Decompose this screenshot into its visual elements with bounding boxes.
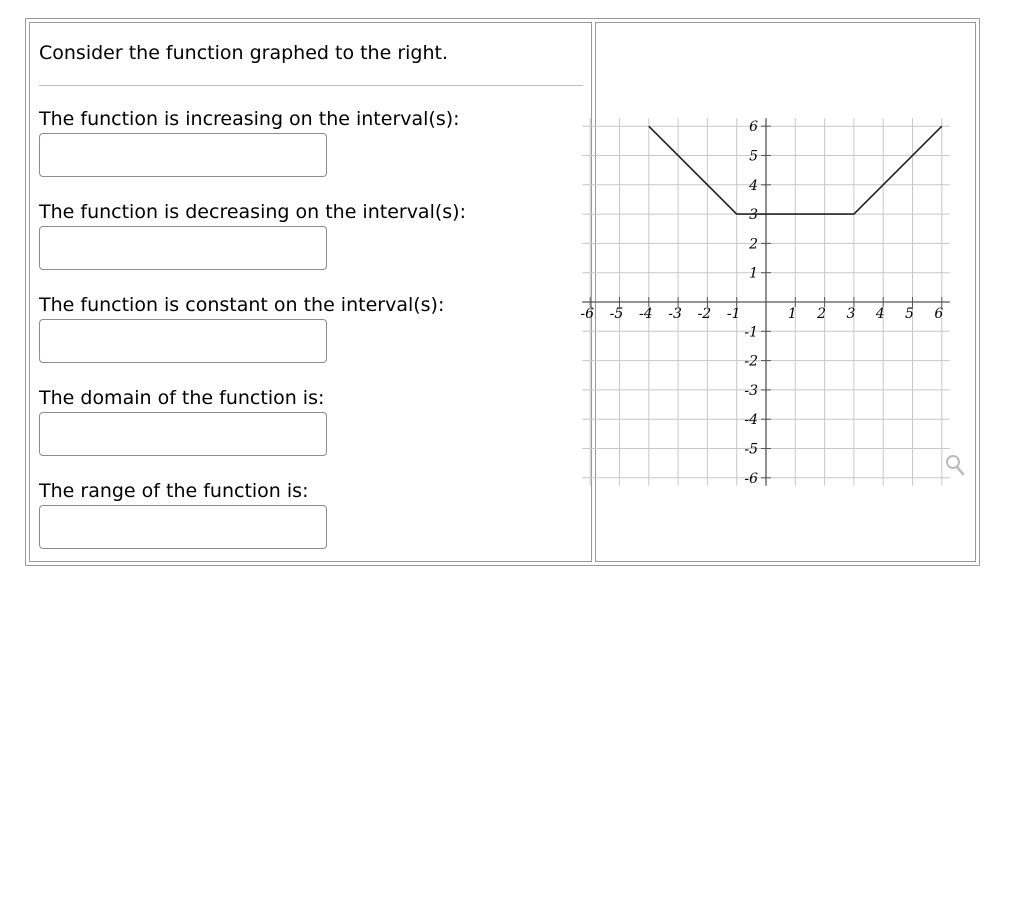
constant-input[interactable] xyxy=(39,319,327,363)
domain-input[interactable] xyxy=(39,412,327,456)
tick-labels xyxy=(580,119,943,487)
x-tick-label: 2 xyxy=(817,306,827,322)
divider xyxy=(39,85,583,86)
x-tick-label: 3 xyxy=(846,306,856,322)
x-tick-label: -6 xyxy=(580,306,595,322)
x-tick-label: 1 xyxy=(787,306,797,322)
graph-panel xyxy=(580,22,976,562)
y-tick-label: -2 xyxy=(744,353,758,370)
y-tick-label: -3 xyxy=(744,382,758,399)
x-tick-label: 6 xyxy=(934,306,944,322)
magnifier-icon[interactable] xyxy=(947,456,963,474)
problem-frame xyxy=(25,18,980,566)
x-tick-label: -4 xyxy=(638,306,653,322)
y-tick-label: 3 xyxy=(749,207,758,224)
x-tick-label: 4 xyxy=(875,306,885,322)
y-tick-label: -4 xyxy=(744,412,758,429)
domain-label: The domain of the function is: xyxy=(39,387,325,409)
increasing-input[interactable] xyxy=(39,133,327,177)
decreasing-label: The function is decreasing on the interval(s): xyxy=(39,201,466,223)
range-label: The range of the function is: xyxy=(39,480,309,502)
y-tick-label: 5 xyxy=(749,148,758,165)
x-tick-label: -3 xyxy=(668,306,682,322)
y-tick-label: 4 xyxy=(749,177,758,194)
function-graph xyxy=(580,23,975,561)
y-tick-label: 6 xyxy=(749,119,758,136)
increasing-label: The function is increasing on the interval(s): xyxy=(39,108,460,130)
x-tick-label: -1 xyxy=(726,306,741,322)
range-input[interactable] xyxy=(39,505,327,549)
y-tick-label: -1 xyxy=(744,324,758,341)
x-tick-label: -2 xyxy=(697,306,712,322)
y-tick-label: 1 xyxy=(749,265,758,282)
problem-intro: Consider the function graphed to the right. xyxy=(39,42,449,64)
y-tick-label: 2 xyxy=(749,236,758,253)
y-tick-label: -5 xyxy=(744,441,758,458)
x-tick-label: 5 xyxy=(905,306,914,322)
question-panel xyxy=(29,22,595,562)
x-tick-label: -5 xyxy=(609,306,624,322)
decreasing-input[interactable] xyxy=(39,226,327,270)
y-tick-label: -6 xyxy=(744,470,758,487)
constant-label: The function is constant on the interval(s): xyxy=(39,294,445,316)
